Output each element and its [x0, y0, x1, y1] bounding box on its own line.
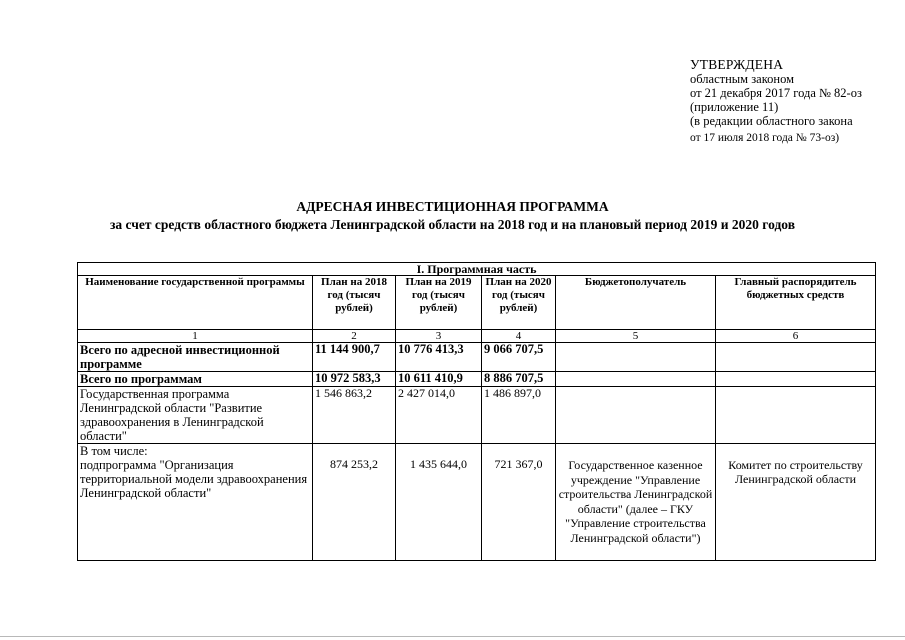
row-plan-2019: 1 435 644,0: [396, 444, 482, 561]
row-name: Всего по адресной инвестиционной программе: [78, 343, 313, 372]
approval-line-1: УТВЕРЖДЕНА: [690, 57, 784, 72]
table-row: [78, 343, 876, 372]
approval-line-2: областным законом: [690, 72, 795, 86]
scan-edge-line: [0, 636, 905, 637]
approval-line-6: от 17 июля 2018 года № 73-оз): [690, 132, 840, 144]
document-title-main: АДРЕСНАЯ ИНВЕСТИЦИОННАЯ ПРОГРАММА: [296, 199, 609, 214]
approval-stamp: [690, 58, 900, 145]
document-title: [0, 199, 905, 233]
row-recipient: [556, 387, 716, 444]
header-row: [78, 276, 876, 330]
table-row: [78, 444, 876, 561]
row-plan-2020: 9 066 707,5: [482, 343, 556, 372]
approval-line-5: (в редакции областного закона: [690, 114, 853, 128]
program-table: [77, 262, 876, 561]
document-title-sub: за счет средств областного бюджета Ленинградской области на 2018 год и на плановый период 2019 и 2020 годов: [110, 217, 795, 232]
column-number: 2: [313, 330, 396, 343]
row-plan-2019: 10 776 413,3: [396, 343, 482, 372]
table-row: [78, 372, 876, 387]
row-plan-2018: 11 144 900,7: [313, 343, 396, 372]
header-plan-2019: План на 2019 год (тысяч рублей): [396, 276, 482, 330]
row-manager: Комитет по строительству Ленинградской области: [716, 444, 876, 561]
header-recipient: Бюджетополучатель: [556, 276, 716, 330]
header-plan-2020: План на 2020 год (тысяч рублей): [482, 276, 556, 330]
row-name: В том числе: подпрограмма "Организация территориальной модели здравоохранения Ленинградской области": [78, 444, 313, 561]
row-plan-2018: 1 546 863,2: [313, 387, 396, 444]
column-number: 4: [482, 330, 556, 343]
column-number: 5: [556, 330, 716, 343]
column-number: 1: [78, 330, 313, 343]
approval-line-3: от 21 декабря 2017 года № 82-оз: [690, 86, 862, 100]
approval-line-4: (приложение 11): [690, 100, 779, 114]
header-manager: Главный распорядитель бюджетных средств: [716, 276, 876, 330]
row-name: Государственная программа Ленинградской области "Развитие здравоохранения в Ленинградской области": [78, 387, 313, 444]
section-title: I. Программная часть: [78, 263, 876, 276]
row-recipient: Государственное казенное учреждение "Управление строительства Ленинградской области" (далее – ГКУ "Управление строительства Ленинградской области"): [556, 444, 716, 561]
row-plan-2020: 721 367,0: [482, 444, 556, 561]
row-plan-2020: 8 886 707,5: [482, 372, 556, 387]
row-manager: [716, 387, 876, 444]
row-manager: [716, 343, 876, 372]
row-plan-2018: 10 972 583,3: [313, 372, 396, 387]
row-plan-2020: 1 486 897,0: [482, 387, 556, 444]
column-number: 3: [396, 330, 482, 343]
row-recipient: [556, 343, 716, 372]
row-plan-2019: 2 427 014,0: [396, 387, 482, 444]
header-program-name: Наименование государственной программы: [78, 276, 313, 330]
column-number: 6: [716, 330, 876, 343]
row-name: Всего по программам: [78, 372, 313, 387]
section-row: [78, 263, 876, 276]
column-number-row: [78, 330, 876, 343]
table-row: [78, 387, 876, 444]
header-plan-2018: План на 2018 год (тысяч рублей): [313, 276, 396, 330]
row-recipient: [556, 372, 716, 387]
row-manager: [716, 372, 876, 387]
row-plan-2018: 874 253,2: [313, 444, 396, 561]
row-plan-2019: 10 611 410,9: [396, 372, 482, 387]
